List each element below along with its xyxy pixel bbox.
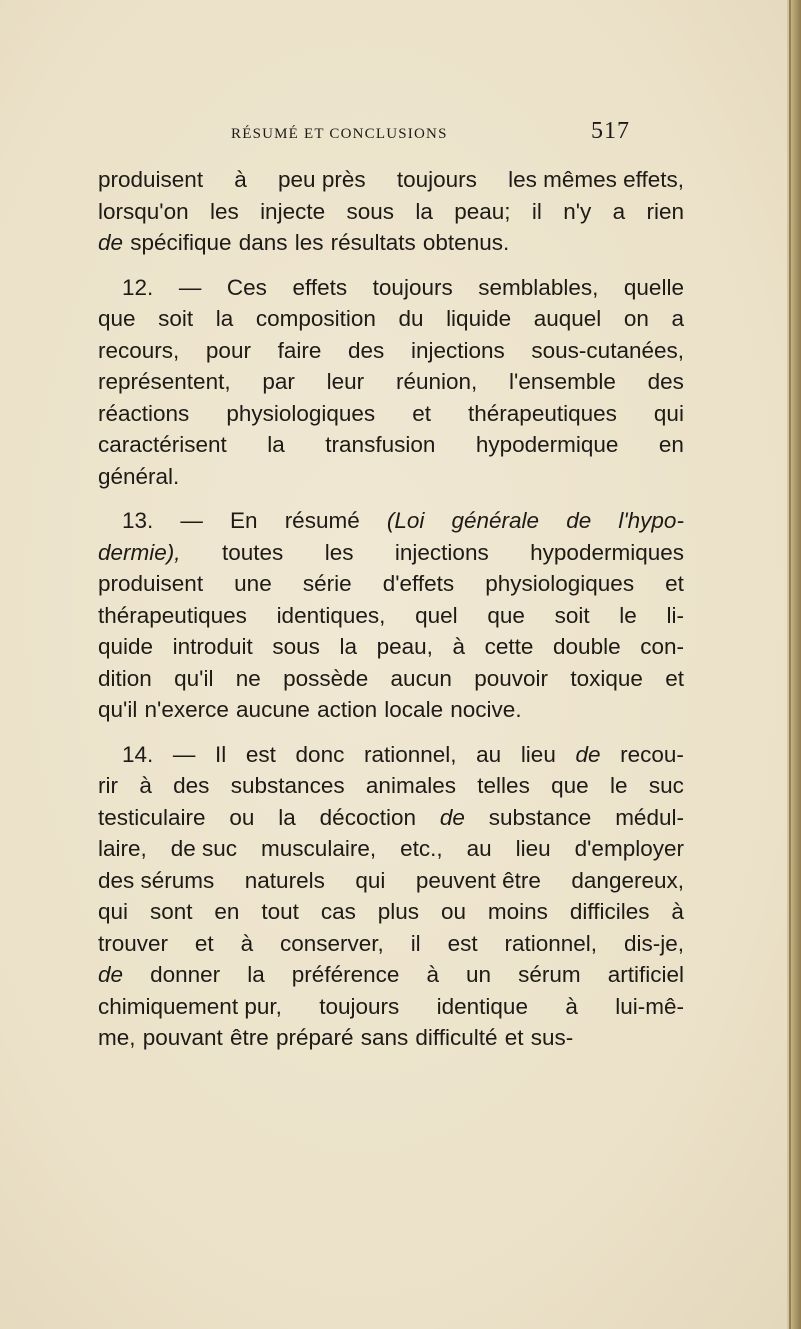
text-line bbox=[98, 896, 684, 928]
word: cas bbox=[320, 899, 356, 924]
word: hypodermique bbox=[475, 432, 619, 457]
paragraph-gap bbox=[98, 492, 684, 505]
word: la bbox=[247, 962, 265, 987]
word: etc., bbox=[400, 836, 443, 861]
word: Ces bbox=[226, 274, 267, 300]
word: difficiles bbox=[569, 899, 650, 924]
text-line bbox=[98, 505, 684, 537]
word: rien bbox=[646, 198, 684, 224]
word: me, bbox=[98, 1025, 136, 1050]
word: locale bbox=[384, 697, 444, 722]
word: sans bbox=[360, 1025, 409, 1050]
text-line bbox=[98, 303, 684, 335]
word: — bbox=[178, 274, 202, 300]
word: dangereux, bbox=[571, 867, 684, 893]
word: qu'il bbox=[98, 697, 138, 722]
word: du bbox=[398, 306, 424, 331]
word: sérum bbox=[518, 962, 581, 987]
word: introduit bbox=[172, 634, 253, 659]
word: de bbox=[575, 741, 601, 767]
word: liquide bbox=[446, 306, 512, 331]
word: tout bbox=[261, 899, 299, 924]
page-number: 517 bbox=[591, 118, 630, 144]
word: au bbox=[476, 741, 502, 767]
word: con- bbox=[640, 634, 684, 659]
word: toutes bbox=[221, 539, 284, 565]
word: et bbox=[194, 930, 214, 956]
word: quel bbox=[415, 602, 458, 628]
text-line bbox=[98, 631, 684, 663]
text-line bbox=[98, 928, 684, 960]
word: plus bbox=[377, 899, 420, 924]
word: que bbox=[98, 306, 136, 331]
word: soit bbox=[554, 602, 590, 628]
word: injections bbox=[410, 337, 505, 363]
word: toujours bbox=[319, 993, 400, 1019]
running-head bbox=[0, 118, 801, 156]
word: possède bbox=[283, 665, 369, 691]
word: toxique bbox=[570, 665, 643, 691]
word: des bbox=[647, 369, 684, 394]
word: a bbox=[612, 198, 626, 224]
text-line bbox=[98, 865, 684, 897]
word: réactions bbox=[98, 400, 190, 426]
word: injections bbox=[394, 539, 489, 565]
word: a bbox=[671, 306, 684, 331]
word: résultats bbox=[330, 230, 416, 255]
word: médul- bbox=[615, 804, 684, 830]
word: il bbox=[410, 930, 421, 956]
word: leur bbox=[326, 369, 365, 394]
word: hypodermiques bbox=[530, 539, 684, 565]
word: artificiel bbox=[607, 962, 684, 987]
running-head-title: RÉSUMÉ ET CONCLUSIONS bbox=[231, 126, 448, 142]
word: on bbox=[623, 306, 649, 331]
word: à bbox=[671, 899, 684, 924]
word: — bbox=[172, 741, 196, 767]
word: lieu bbox=[520, 741, 556, 767]
text-line bbox=[98, 164, 684, 196]
word: des bbox=[348, 337, 385, 363]
word: recou- bbox=[620, 741, 684, 767]
word: que bbox=[551, 773, 589, 798]
text-line bbox=[98, 272, 684, 304]
word: substance bbox=[488, 804, 592, 830]
word: générale bbox=[451, 508, 540, 533]
word: 13. bbox=[122, 508, 154, 533]
word: rir bbox=[98, 773, 118, 798]
word: décoction bbox=[319, 804, 416, 830]
word: un bbox=[466, 962, 492, 987]
word: ou bbox=[440, 899, 466, 924]
word: sous bbox=[346, 198, 394, 224]
text-line bbox=[98, 335, 684, 367]
word: thérapeutiques bbox=[468, 400, 617, 426]
word: qui bbox=[355, 867, 386, 893]
text-line bbox=[98, 739, 684, 771]
word: nocive. bbox=[450, 697, 522, 722]
word: peau, bbox=[376, 634, 433, 659]
word: li- bbox=[666, 602, 684, 628]
word: auquel bbox=[533, 306, 602, 331]
word: de bbox=[566, 508, 592, 533]
word: à bbox=[565, 993, 578, 1019]
word: en bbox=[214, 899, 240, 924]
word: dis-je, bbox=[623, 930, 684, 956]
word: l'ensemble bbox=[509, 369, 616, 394]
word: lieu bbox=[515, 836, 551, 861]
word: à bbox=[234, 167, 247, 192]
word: n'y bbox=[563, 198, 592, 224]
word: il bbox=[531, 198, 542, 224]
word: spécifique bbox=[130, 230, 232, 255]
word: physiologiques bbox=[485, 571, 635, 596]
word: action bbox=[317, 697, 378, 722]
word: la bbox=[339, 634, 357, 659]
text-line bbox=[98, 537, 684, 569]
text-line bbox=[98, 991, 684, 1023]
word: à bbox=[452, 634, 466, 659]
text-line bbox=[98, 959, 684, 991]
word: identique bbox=[436, 993, 528, 1019]
word: la bbox=[267, 432, 285, 457]
word: sous-cutanées, bbox=[531, 337, 684, 363]
word: telles bbox=[477, 773, 530, 798]
word: lorsqu'on bbox=[98, 198, 189, 224]
word: naturels bbox=[244, 867, 325, 893]
word: à bbox=[240, 930, 254, 956]
text-line bbox=[98, 227, 684, 259]
word: — bbox=[180, 508, 203, 533]
word: recours, bbox=[98, 337, 180, 363]
word: En bbox=[230, 508, 258, 533]
word: testiculaire bbox=[98, 804, 206, 830]
word: peuvent être bbox=[415, 867, 541, 893]
word: à bbox=[426, 962, 439, 987]
word: préparé bbox=[275, 1025, 354, 1050]
word: qui bbox=[653, 400, 684, 426]
word: au bbox=[466, 836, 492, 861]
word: la bbox=[215, 306, 234, 331]
word: produisent bbox=[98, 167, 204, 192]
word: une bbox=[234, 571, 272, 596]
paragraph-gap bbox=[98, 726, 684, 739]
word: peu près bbox=[278, 167, 366, 192]
word: série bbox=[302, 571, 352, 596]
word: les bbox=[324, 539, 354, 565]
paragraph-4 bbox=[98, 739, 684, 1054]
word: identiques, bbox=[276, 602, 386, 628]
word: obtenus. bbox=[422, 230, 510, 255]
word: sous bbox=[272, 634, 320, 659]
word: la bbox=[415, 198, 433, 224]
text-line bbox=[98, 694, 684, 726]
text-line bbox=[98, 600, 684, 632]
word: rationnel, bbox=[504, 930, 598, 956]
word: rationnel, bbox=[363, 741, 457, 767]
word: chimiquement pur, bbox=[98, 993, 282, 1019]
text-line bbox=[98, 366, 684, 398]
word: qui bbox=[98, 899, 129, 924]
word: être bbox=[229, 1025, 269, 1050]
word: sus- bbox=[530, 1025, 574, 1050]
word: d'employer bbox=[574, 836, 684, 861]
word: lui-mê- bbox=[615, 993, 684, 1019]
word: le bbox=[610, 773, 628, 798]
text-line bbox=[98, 196, 684, 228]
word: substances bbox=[230, 773, 345, 798]
word: les bbox=[294, 230, 324, 255]
word: Il bbox=[215, 741, 227, 767]
word: conserver, bbox=[279, 930, 384, 956]
text-line bbox=[98, 1022, 684, 1054]
word: suc bbox=[648, 773, 684, 798]
word: réunion, bbox=[395, 369, 478, 394]
word: à bbox=[139, 773, 152, 798]
word: soit bbox=[158, 306, 194, 331]
word: ou bbox=[229, 804, 255, 830]
word: les mêmes effets, bbox=[508, 167, 684, 192]
body-text bbox=[98, 164, 684, 1054]
word: la bbox=[278, 804, 296, 830]
word: 12. bbox=[122, 274, 154, 300]
word: aucune bbox=[236, 697, 310, 722]
word: est bbox=[245, 741, 276, 767]
word: dermie), bbox=[98, 539, 181, 565]
word: trouver bbox=[98, 930, 169, 956]
word: double bbox=[553, 634, 621, 659]
word: quide bbox=[98, 634, 154, 659]
word: caractérisent bbox=[98, 432, 227, 457]
word: des bbox=[173, 773, 210, 798]
word: injecte bbox=[260, 198, 326, 224]
text-line bbox=[98, 833, 684, 865]
paragraph-1 bbox=[98, 164, 684, 259]
text-line bbox=[98, 568, 684, 600]
word: semblables, bbox=[478, 274, 599, 300]
word: dans bbox=[238, 230, 288, 255]
word: de bbox=[98, 962, 124, 987]
word: donner bbox=[150, 962, 221, 987]
text-line bbox=[98, 429, 684, 461]
word: thérapeutiques bbox=[98, 602, 247, 628]
word: donc bbox=[295, 741, 345, 767]
word: résumé bbox=[284, 508, 360, 533]
word: n'exerce bbox=[144, 697, 229, 722]
word: 14. bbox=[122, 741, 154, 767]
word: transfusion bbox=[325, 432, 436, 457]
word: les bbox=[209, 198, 239, 224]
word: cette bbox=[484, 634, 534, 659]
word: sont bbox=[149, 899, 193, 924]
text-line bbox=[98, 802, 684, 834]
word: de bbox=[439, 804, 465, 830]
word: et bbox=[504, 1025, 524, 1050]
word: et bbox=[665, 665, 684, 691]
word: d'effets bbox=[382, 571, 455, 596]
word: de suc bbox=[170, 836, 238, 861]
word: et bbox=[412, 400, 431, 426]
word: (Loi bbox=[386, 508, 425, 533]
word: aucun bbox=[390, 665, 452, 691]
paragraph-2 bbox=[98, 272, 684, 493]
paragraph-gap bbox=[98, 259, 684, 272]
word: par bbox=[262, 369, 295, 394]
word: animales bbox=[365, 773, 456, 798]
text-line bbox=[98, 461, 684, 493]
word: toujours bbox=[396, 167, 477, 192]
word: dition bbox=[98, 665, 152, 691]
page-edge-line bbox=[789, 0, 791, 1329]
word: toujours bbox=[372, 274, 453, 300]
word: faire bbox=[277, 337, 322, 363]
word: et bbox=[665, 571, 684, 596]
word: produisent bbox=[98, 571, 204, 596]
word: musculaire, bbox=[261, 836, 377, 861]
word: que bbox=[487, 602, 525, 628]
text-line bbox=[98, 663, 684, 695]
text-line bbox=[98, 398, 684, 430]
word: physiologiques bbox=[226, 400, 376, 426]
word: en bbox=[658, 432, 684, 457]
word: représentent, bbox=[98, 369, 231, 394]
word: laire, bbox=[98, 836, 147, 861]
word: est bbox=[447, 930, 478, 956]
word: qu'il bbox=[174, 665, 214, 691]
word: peau; bbox=[454, 198, 511, 224]
paragraph-3 bbox=[98, 505, 684, 726]
word: général. bbox=[98, 463, 180, 489]
word: de bbox=[98, 230, 124, 255]
word: pouvoir bbox=[474, 665, 548, 691]
word: quelle bbox=[623, 274, 684, 300]
word: des sérums bbox=[98, 867, 215, 893]
word: le bbox=[619, 602, 637, 628]
word: effets bbox=[292, 274, 348, 300]
word: préférence bbox=[291, 962, 400, 987]
text-line bbox=[98, 770, 684, 802]
word: ne bbox=[235, 665, 261, 691]
word: composition bbox=[255, 306, 376, 331]
word: l'hypo- bbox=[618, 508, 684, 533]
word: pouvant bbox=[142, 1025, 223, 1050]
word: moins bbox=[487, 899, 548, 924]
word: difficulté bbox=[415, 1025, 498, 1050]
word: pour bbox=[205, 337, 251, 363]
